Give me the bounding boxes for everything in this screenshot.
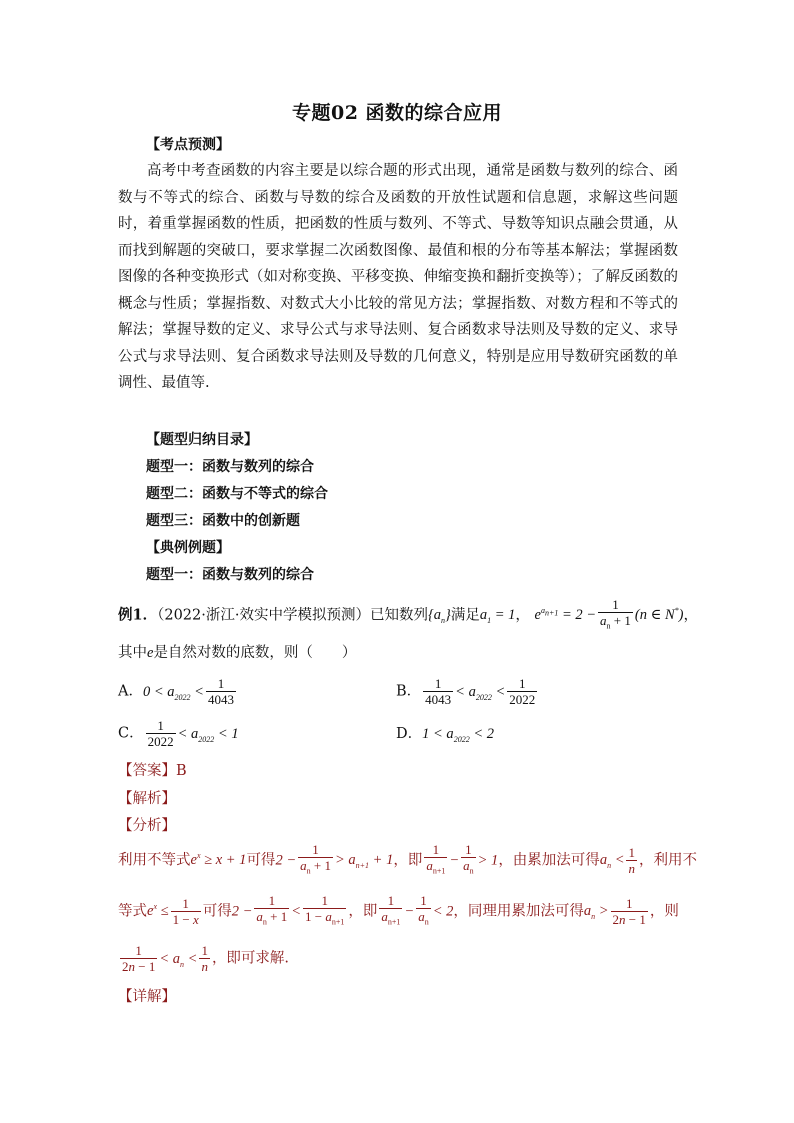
option-a-label: A． [118, 683, 143, 700]
analysis-text: 等式 [118, 903, 147, 920]
kaodian-body: 高考中考查函数的内容主要是以综合题的形式出现，通常是函数与数列的综合、函数与不等式的综合、函数与导数的综合及函数的开放性试题和信息题，求解这些问题时，着重掌握函数的性质，把函数的性质与数列、不等式、导数等知识点融会贯通，从而找到解题的突破口，要求掌握二次函数图像、最值和根的分布等基本解法；掌握函数图像的各种变换形式（如对称变换、平移变换、伸缩变换和翻折变换等）；了解反函数的概念与性质；掌握指数、对数式大小比较的常见方法；掌握指数、对数方程和不等式的解法；掌握导数的定义、求导公式与求导法则、复合函数求导法则及导数的定义、求导公式与求导法则、复合函数求导法则及导数的几何意义，特别是应用导数研究函数的单调性、最值等. [118, 163, 678, 391]
math-fraction: $\frac{1}{a_{n+1}}$ [379, 893, 402, 930]
catalog-item-1: 题型一：函数与数列的综合 [146, 459, 314, 475]
option-c-label: C． [118, 725, 144, 742]
seq-notation: $\{a_n\}$ [427, 607, 451, 626]
math-fraction: $\frac{1}{a_n + 1}$ [254, 893, 289, 930]
math-expr: $e^x$ ≤ [147, 902, 169, 920]
option-d[interactable] [396, 722, 494, 744]
analysis-text: 可得 [246, 852, 276, 869]
math-fraction: $\frac{1}{a_n}$ [416, 893, 431, 930]
math-fraction: $\frac{1}{n}$ [628, 844, 635, 876]
analysis-text: 利用不等式 [118, 852, 191, 869]
stem-tail: ， [683, 607, 698, 624]
math-fraction: $\frac{1}{a_n}$ [461, 842, 476, 879]
math-fraction: $\frac{1}{2n - 1}$ [122, 943, 156, 974]
stem-line2-suffix: 是自然对数的底数，则（ ） [153, 645, 357, 661]
kaodian-heading: 【考点预测】 [146, 137, 230, 153]
answer-label: 【答案】B [118, 763, 187, 779]
option-d-expr: $1 < a_{2022} < 2$ [422, 726, 494, 744]
option-a-expr: $0 < a_{2022}$ < [142, 683, 204, 702]
domain-condition: (n ∈ N*) [634, 606, 684, 624]
option-b-expr: < $a_{2022}$ < [455, 683, 506, 702]
analysis-text: ，即 [393, 852, 423, 869]
page-title: 专题02 函数的综合应用 [291, 102, 503, 124]
catalog-item-3: 题型三：函数中的创新题 [146, 513, 300, 529]
example1-stem-line2 [118, 641, 356, 662]
analysis-text: ，由累加法可得 [498, 852, 600, 869]
examples-heading: 【典例例题】 [146, 540, 230, 556]
catalog-heading: 【题型归纳目录】 [146, 432, 258, 448]
math-fraction: $\frac{1}{a_n + 1}$ [298, 842, 333, 879]
option-a-fraction: $\frac{1}{4043}$ [207, 676, 234, 707]
analysis-text: ，同理用累加法可得 [453, 903, 584, 920]
option-c-fraction: $\frac{1}{2022}$ [147, 718, 174, 749]
option-b-fraction-left: $\frac{1}{4043}$ [425, 676, 452, 707]
initial-condition: $a_1 = 1$ [479, 607, 516, 626]
e-symbol: e [147, 645, 154, 661]
math-expr: > $a_{n+1} + 1$ [334, 852, 394, 871]
analysis-text: ，利用不 [638, 852, 697, 869]
recurrence-fraction: $\frac{1}{a_n + 1}$ [598, 597, 633, 634]
example-label: 例 [118, 606, 133, 624]
type1-heading: 题型一：函数与数列的综合 [146, 567, 314, 583]
catalog-item-2: 题型二：函数与不等式的综合 [146, 486, 328, 502]
option-b-fraction-right: $\frac{1}{2022}$ [509, 676, 536, 707]
analysis-line-3: $\frac{1}{2n - 1}$ < $a_n$ < $\frac{1}{n}$ ，即可求解. [122, 943, 290, 974]
recurrence-formula: $e^{a_{n+1}} = 2$ − [534, 606, 597, 624]
option-c-expr: < $a_{2022} < 1$ [177, 725, 239, 744]
math-fraction: $\frac{1}{n}$ [201, 943, 208, 974]
math-fraction: $\frac{1}{1 - x}$ [172, 895, 199, 927]
xiangjie-label: 【详解】 [118, 989, 176, 1005]
analysis-line-1: 利用不等式$e^x \ge x + 1$可得2 − $\frac{1}{a_n + 1}$ > $a_{n+1} + 1$，即 $\frac{1}{a_{n+1}}$ − $\frac{1}{a_n}$ > 1，由累加法可得$a_n$ < $\frac{1}{n}$ ，利用不 [118, 842, 697, 879]
option-a[interactable] [118, 676, 238, 707]
example1-stem: 例1．（2022·浙江·效实中学模拟预测）已知数列$\{a_n\}$满足$a_1 = 1$， $e^{a_{n+1}} = 2$ − $\frac{1}{a_n + 1}$ (n ∈ N*)， [118, 597, 698, 634]
analysis-text: ，即 [348, 903, 378, 920]
analysis-text: 可得 [202, 903, 232, 920]
jiexi-label: 【解析】 [118, 791, 176, 807]
option-c[interactable] [118, 718, 239, 749]
option-d-label: D． [396, 726, 423, 742]
ineq-ex: $e^x \ge x + 1$ [190, 851, 247, 869]
math-fraction: $\frac{1}{2n - 1}$ [612, 895, 646, 927]
math-fraction: $\frac{1}{1 - a_{n+1}}$ [303, 893, 346, 930]
cond-label: 满足 [450, 607, 480, 624]
example-source: （2022·浙江·效实中学模拟预测）已知数列 [157, 607, 428, 624]
math-expr: 2 − [275, 852, 297, 869]
example-number: 1． [132, 606, 158, 624]
fenxi-label: 【分析】 [118, 818, 176, 834]
analysis-text: ，则 [649, 903, 679, 920]
analysis-line-2: 等式$e^x$ ≤ $\frac{1}{1 - x}$ 可得2 − $\frac{1}{a_n + 1}$ < $\frac{1}{1 - a_{n+1}}$ ，即 $\frac{1}{a_{n+1}}$ − $\frac{1}{a_n}$ < 2，同理用累加法可得$a_n$ > $\frac{1}{2n - 1}$ ，则 [118, 893, 679, 930]
stem-line2-prefix: 其中 [118, 645, 147, 661]
option-b[interactable] [396, 676, 539, 707]
analysis-text: ，即可求解. [211, 950, 290, 967]
math-fraction: $\frac{1}{a_{n+1}}$ [424, 842, 447, 879]
option-b-label: B． [396, 683, 422, 700]
